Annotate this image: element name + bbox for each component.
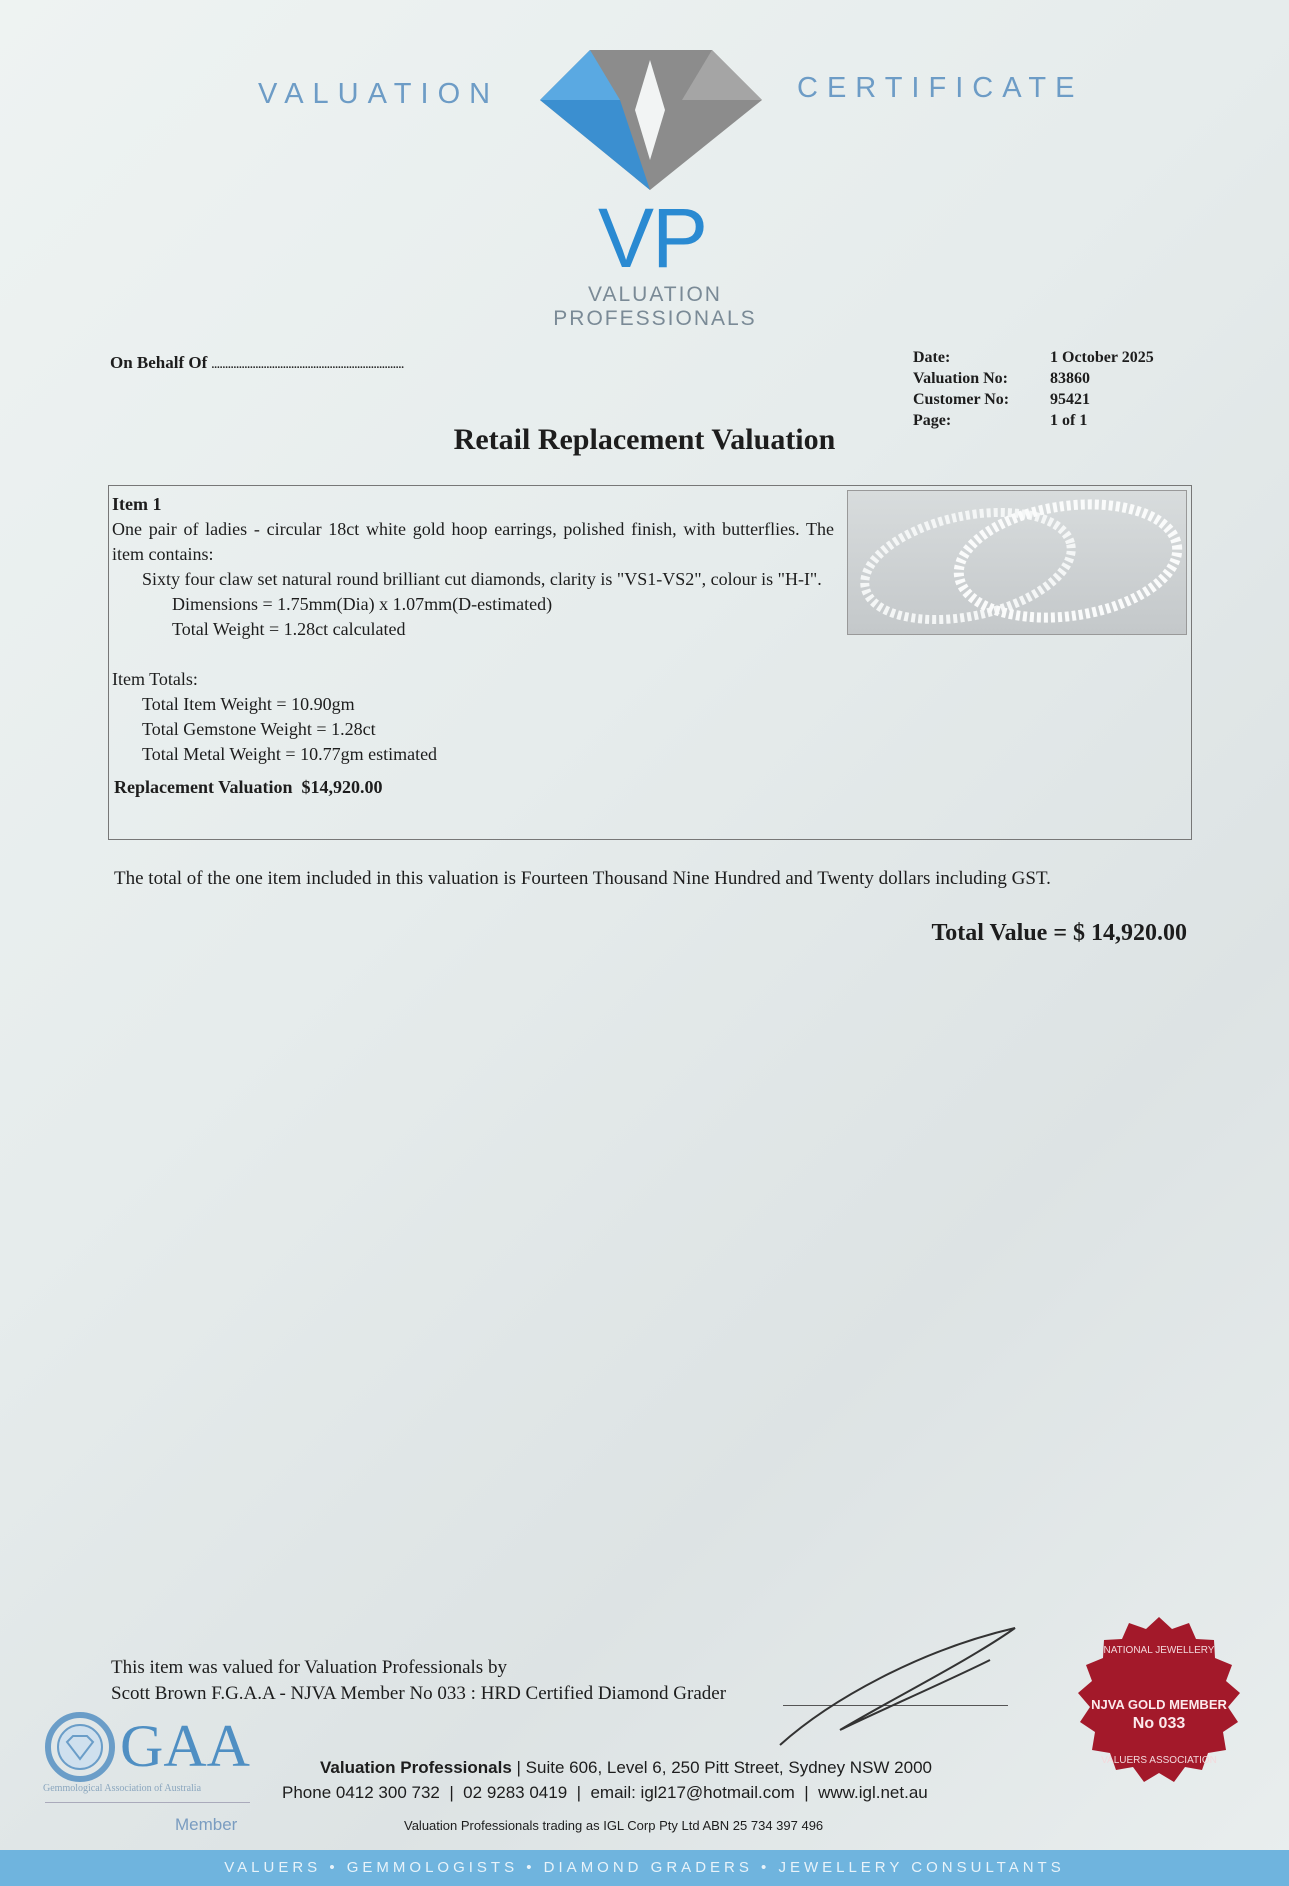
company-name-line2: PROFESSIONALS <box>553 307 757 330</box>
page-value: 1 of 1 <box>1050 412 1088 429</box>
header-certificate: CERTIFICATE <box>797 72 1084 104</box>
replacement-label: Replacement Valuation <box>114 777 293 797</box>
valuation-no-value: 83860 <box>1050 370 1090 387</box>
valued-by-text: This item was valued for Valuation Professionals by <box>111 1657 507 1678</box>
seal-bottom-text: VALUERS ASSOCIATION <box>1101 1755 1217 1766</box>
header-valuation: VALUATION <box>258 78 500 110</box>
on-behalf-of <box>110 353 404 373</box>
seal-member-text: NJVA GOLD MEMBER <box>1091 1697 1227 1712</box>
on-behalf-label: On Behalf Of <box>110 353 208 372</box>
gaa-subtitle: Gemmological Association of Australia <box>43 1783 202 1794</box>
gaa-member: Member <box>175 1815 238 1834</box>
seal-top-text: NATIONAL JEWELLERY <box>1103 1645 1215 1656</box>
vp-logo-text: VP <box>598 191 707 285</box>
seal-number: No 033 <box>1132 1715 1186 1732</box>
earrings-photo <box>847 490 1187 635</box>
item-description: One pair of ladies - circular 18ct white gold hoop earrings, polished finish, with butterflies. The item contains: <box>112 519 834 564</box>
footer-band: VALUERS • GEMMOLOGISTS • DIAMOND GRADERS • JEWELLERY CONSULTANTS <box>0 1850 1289 1886</box>
company-address: | Suite 606, Level 6, 250 Pitt Street, Sydney NSW 2000 <box>516 1758 933 1777</box>
on-behalf-dots: ...................................................................... <box>211 359 405 371</box>
gaa-logo-text: GAA <box>120 1713 250 1779</box>
diamond-logo-icon <box>540 50 762 195</box>
njva-seal <box>1068 1615 1250 1805</box>
customer-no-label: Customer No: <box>913 391 1010 408</box>
info-block <box>913 347 1154 431</box>
company-name: Valuation Professionals <box>320 1758 512 1777</box>
date-value: 1 October 2025 <box>1050 349 1154 366</box>
total-metal-weight: Total Metal Weight = 10.77gm estimated <box>142 744 438 764</box>
gaa-divider <box>45 1802 250 1803</box>
total-gemstone-weight: Total Gemstone Weight = 1.28ct <box>142 719 376 739</box>
replacement-value: $14,920.00 <box>301 777 383 797</box>
company-name-line1: VALUATION <box>588 283 722 306</box>
item-heading: Item 1 <box>112 494 162 514</box>
summary-text: The total of the one item included in this valuation is Fourteen Thousand Nine Hundred and Twenty dollars including GST. <box>114 868 1051 889</box>
valuer-statement <box>111 1655 726 1707</box>
customer-no-value: 95421 <box>1050 391 1090 408</box>
valuer-name: Scott Brown F.G.A.A - NJVA Member No 033 : HRD Certified Diamond Grader <box>111 1683 727 1704</box>
gaa-emblem-icon <box>45 1712 115 1782</box>
item-dimensions: Dimensions = 1.75mm(Dia) x 1.07mm(D-estimated) <box>172 594 553 614</box>
signature <box>770 1620 1030 1750</box>
totals-heading: Item Totals: <box>112 669 198 689</box>
date-label: Date: <box>913 349 951 366</box>
total-value: Total Value = $ 14,920.00 <box>931 920 1187 946</box>
contact-details: Phone 0412 300 732 | 02 9283 0419 | email: igl217@hotmail.com | www.igl.net.au <box>282 1783 928 1802</box>
trading-as: Valuation Professionals trading as IGL Corp Pty Ltd ABN 25 734 397 496 <box>404 1818 824 1833</box>
document-title: Retail Replacement Valuation <box>453 423 836 456</box>
item-details <box>112 492 834 800</box>
hoop-earrings-image <box>848 491 1188 636</box>
valuation-no-label: Valuation No: <box>913 370 1008 387</box>
page-label: Page: <box>913 412 952 429</box>
item-total-weight: Total Weight = 1.28ct calculated <box>172 619 406 639</box>
total-item-weight: Total Item Weight = 10.90gm <box>142 694 355 714</box>
item-stones: Sixty four claw set natural round brilliant cut diamonds, clarity is "VS1-VS2", colour is "H-I". <box>142 569 822 589</box>
